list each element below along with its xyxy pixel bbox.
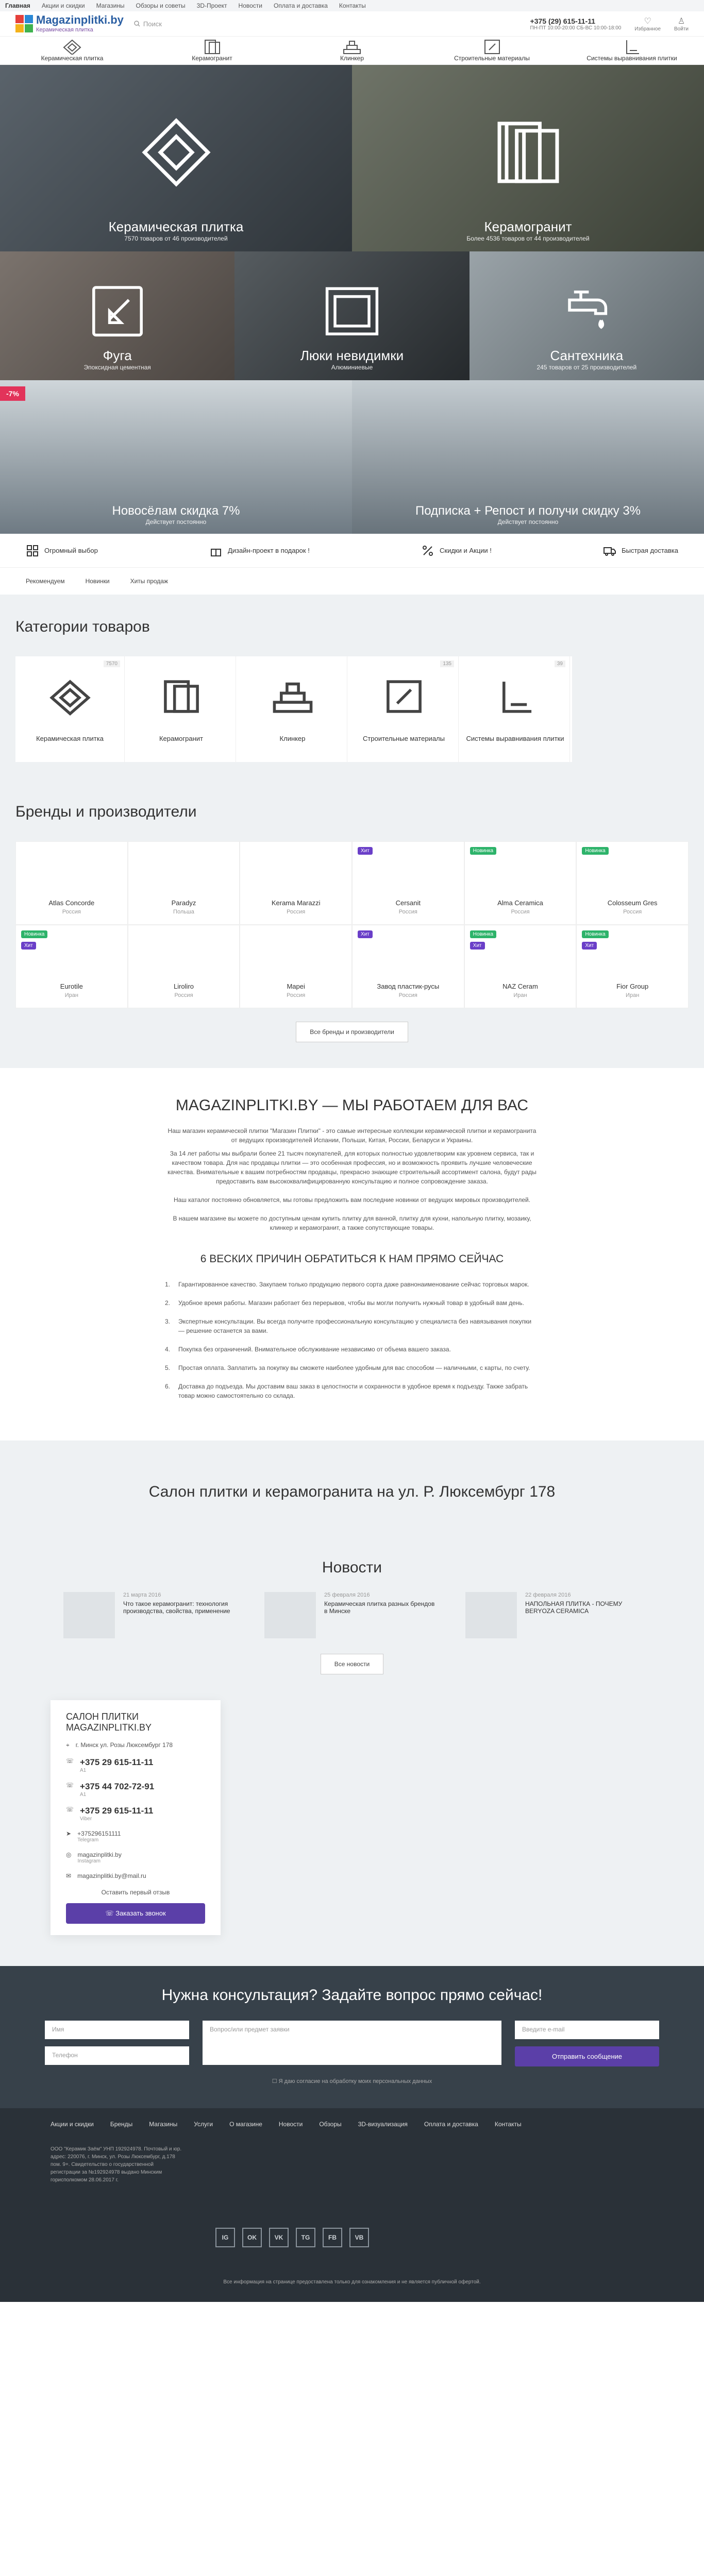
hero-title: Керамогранит xyxy=(484,219,572,234)
hero-sub: Эпоксидная цементная xyxy=(83,364,151,371)
consultation-form xyxy=(0,1966,704,2108)
social-icon[interactable]: IG xyxy=(215,2228,235,2247)
all-news-button[interactable]: Все новости xyxy=(321,1654,383,1674)
brand-country: Иран xyxy=(513,992,527,998)
heart-icon: ♡ xyxy=(644,16,651,26)
brand-name: Liroliro xyxy=(173,982,194,990)
social-icon[interactable]: TG xyxy=(296,2228,315,2247)
send-message-button[interactable]: Отправить сообщение xyxy=(515,2046,659,2066)
category-card[interactable] xyxy=(349,656,459,762)
search-icon xyxy=(134,21,140,27)
catbar-item[interactable] xyxy=(575,37,689,64)
promo-tile-newcomers[interactable] xyxy=(0,380,352,534)
topnav-item[interactable]: Обзоры и советы xyxy=(136,2,186,9)
phone-icon: ☏ xyxy=(66,1757,74,1765)
faucet-icon xyxy=(558,283,615,340)
user-icon: ♙ xyxy=(677,16,685,26)
search-input[interactable]: Поиск xyxy=(134,20,402,28)
feature-item xyxy=(209,544,310,557)
about-paragraph: Наш каталог постоянно обновляется, мы готовы предложить вам последние новинки от ведущих мировых производителей. xyxy=(173,1196,531,1204)
reasons-list xyxy=(165,1280,539,1400)
news-item[interactable] xyxy=(465,1592,641,1638)
brand-name: Kerama Marazzi xyxy=(271,899,321,907)
telegram-row[interactable]: ➤ +375296151111 Telegram xyxy=(66,1829,121,1843)
hero-title: Фуга xyxy=(103,348,132,363)
footer-nav-item[interactable]: Новости xyxy=(278,2120,303,2128)
login-button[interactable]: ♙ Войти xyxy=(674,16,689,32)
category-label: Клинкер xyxy=(279,735,306,742)
brand-card[interactable] xyxy=(576,925,689,1008)
phone-icon: ☏ xyxy=(105,1909,116,1917)
mail-icon: ✉ xyxy=(66,1872,72,1879)
name-field[interactable]: Имя xyxy=(45,2021,189,2039)
category-card[interactable] xyxy=(127,656,236,762)
hero-sub: 245 товаров от 25 производителей xyxy=(537,364,637,371)
hero-title: Люки невидимки xyxy=(300,348,404,363)
address-row: ⌖ г. Минск ул. Розы Люксембург 178 xyxy=(66,1741,173,1749)
news-title: Новости xyxy=(322,1558,382,1576)
about-paragraph: В нашем магазине вы можете по доступным ценам купить плитку для ванной, плитку для кухни, напольную плитку, мозаику, клинкер и керамогранит, а также сопутствующие товары. xyxy=(173,1215,531,1231)
telegram-icon: ➤ xyxy=(66,1829,72,1837)
consult-title: Нужна консультация? Задайте вопрос прямо сейчас! xyxy=(161,1986,543,2004)
brand-card[interactable] xyxy=(576,841,689,925)
reason-number: 1. xyxy=(165,1280,171,1288)
brand-name: Cersanit xyxy=(395,899,421,907)
brand-card[interactable] xyxy=(128,925,240,1008)
brand-country: Иран xyxy=(64,992,78,998)
brand-name: Eurotile xyxy=(60,982,83,990)
brand-name: Fior Group xyxy=(616,982,649,990)
categories-title: Категории товаров xyxy=(15,618,150,635)
footer-nav-item[interactable]: Оплата и доставка xyxy=(424,2120,478,2128)
all-brands-button[interactable]: Все бренды и производители xyxy=(296,1022,408,1042)
product-tabs xyxy=(0,568,704,595)
phone-row[interactable]: ☏ +375 29 615-11-11 A1 xyxy=(66,1757,154,1773)
level-icon xyxy=(495,676,536,717)
promo-sub: Действует постоянно xyxy=(145,518,207,526)
social-icon[interactable]: VB xyxy=(349,2228,369,2247)
trowel-icon xyxy=(483,39,501,55)
topnav-item[interactable]: 3D-Проект xyxy=(196,2,227,9)
brand-tag: Хит xyxy=(358,847,373,855)
product-tab[interactable]: Рекомендуем xyxy=(26,578,65,585)
site-logo[interactable] xyxy=(15,14,124,33)
phone-row[interactable]: ☏ +375 44 702-72-91 A1 xyxy=(66,1781,155,1798)
brand-card[interactable] xyxy=(15,841,128,925)
phone-icon: ☏ xyxy=(66,1805,74,1813)
reason-number: 5. xyxy=(165,1364,171,1371)
email-row[interactable]: ✉ magazinplitki.by@mail.ru xyxy=(66,1872,146,1879)
diamond-tile-icon xyxy=(49,676,91,717)
feature-label: Огромный выбор xyxy=(44,547,98,554)
site-footer xyxy=(0,2108,704,2302)
brand-name: Завод пластик-русы xyxy=(377,982,440,990)
consent-checkbox[interactable]: ☐ Я даю согласие на обработку моих персональных данных xyxy=(272,2078,432,2084)
brands-grid xyxy=(15,841,689,1008)
categories-grid xyxy=(15,656,572,762)
brands-title: Бренды и производители xyxy=(15,803,197,820)
brand-tag: Новинка xyxy=(582,930,608,938)
feature-label: Дизайн-проект в подарок ! xyxy=(227,547,310,554)
brand-card[interactable] xyxy=(15,925,128,1008)
footer-nav-item[interactable]: Услуги xyxy=(194,2120,213,2128)
topnav-item[interactable]: Главная xyxy=(5,2,30,9)
reason-item: 6. Доставка до подъезда. Мы доставим ваш заказ в целостности и сохранности в удобное время к подъезду. Также забрать товар можно самостоятельно со склада. xyxy=(165,1382,528,1399)
hatch-icon xyxy=(324,283,380,340)
footer-disclaimer: Все информация на странице предоставлена только для ознакомления и не является публичной офертой. xyxy=(223,2279,481,2285)
feature-label: Скидки и Акции ! xyxy=(440,547,492,554)
showroom-banner: Салон плитки и керамогранита на ул. Р. Люксембург 178 xyxy=(0,1440,704,1544)
instagram-icon: ◎ xyxy=(66,1851,72,1858)
brand-tag: Хит xyxy=(470,942,485,950)
features-strip xyxy=(0,534,704,568)
contact-title: САЛОН ПЛИТКИ MAGAZINPLITKI.BY xyxy=(66,1711,152,1733)
footer-nav-item[interactable]: Акции и скидки xyxy=(51,2120,94,2128)
instagram-row[interactable]: ◎ magazinplitki.by Instagram xyxy=(66,1851,122,1864)
footer-nav-item[interactable]: Магазины xyxy=(149,2120,178,2128)
order-call-button[interactable]: ☏ Заказать звонок xyxy=(66,1903,205,1924)
hero-tile-plumbing[interactable] xyxy=(470,251,704,380)
news-section xyxy=(0,1544,704,1690)
reason-number: 3. xyxy=(165,1317,171,1325)
news-thumbnail xyxy=(63,1592,115,1638)
brand-name: Paradyz xyxy=(171,899,196,907)
question-field[interactable]: Вопрос/или предмет заявки xyxy=(203,2021,501,2065)
percent-icon xyxy=(421,544,434,557)
catbar-item[interactable] xyxy=(435,37,549,64)
footer-nav xyxy=(51,2121,653,2128)
brand-card[interactable] xyxy=(128,841,240,925)
categories-section xyxy=(0,595,704,1068)
promo-tile-subscribe[interactable] xyxy=(352,380,704,534)
gift-icon xyxy=(209,544,223,557)
reason-item: 1. Гарантированное качество. Закупаем только продукцию первого сорта даже равнонаименование сейчас торговых марок. xyxy=(165,1280,529,1288)
news-thumbnail xyxy=(264,1592,316,1638)
brand-country: Польша xyxy=(173,909,194,915)
reasons-title: 6 ВЕСКИХ ПРИЧИН ОБРАТИТЬСЯ К НАМ ПРЯМО СЕЙЧАС xyxy=(200,1253,504,1265)
reason-number: 4. xyxy=(165,1345,171,1353)
email-field[interactable]: Введите e-mail xyxy=(515,2021,659,2039)
topnav-item[interactable]: Новости xyxy=(238,2,262,9)
brand-country: Россия xyxy=(623,909,642,915)
brand-tag: Новинка xyxy=(21,930,47,938)
brand-tag: Новинка xyxy=(470,930,496,938)
discount-badge: -7% xyxy=(0,386,25,401)
reason-number: 2. xyxy=(165,1299,171,1307)
brand-name: NAZ Ceram xyxy=(502,982,538,990)
brand-name: Magazinplitki.by xyxy=(36,13,124,26)
brand-tag: Новинка xyxy=(582,847,608,855)
category-card[interactable] xyxy=(461,656,570,762)
category-count: 39 xyxy=(555,660,565,667)
news-date: 22 февраля 2016 xyxy=(525,1591,571,1598)
social-icon[interactable]: VK xyxy=(269,2228,289,2247)
brick-icon xyxy=(272,676,313,717)
reason-number: 6. xyxy=(165,1382,171,1390)
reason-item: 4. Покупка без ограничений. Внимательное обслуживание независимо от объема вашего заказа. xyxy=(165,1345,451,1353)
diamond-tile-icon xyxy=(140,116,212,189)
category-label: Строительные материалы xyxy=(363,735,445,742)
about-paragraph: За 14 лет работы мы выбрали более 21 тысяч покупателей, для которых полностью удовлетворим как уровнем сервиса, так и качеством товара. Для нас продавцы плитки — это особенная профессия, но и возможность проявить лучшие человеческие качества. Внимательные к вашим потребностям продавцы, прекрасно знающие строительный ассортимент салона, будут рады предоставить вам высококвалифицированную консультацию и полное сопровождение заказа. xyxy=(167,1150,537,1185)
brand-card[interactable] xyxy=(464,841,577,925)
promo-title: Подписка + Репост и получи скидку 3% xyxy=(415,504,641,518)
footer-nav-item[interactable]: О магазине xyxy=(229,2120,262,2128)
brand-tag: Хит xyxy=(358,930,373,938)
hero-sub: Более 4536 товаров от 44 производителей xyxy=(466,235,590,242)
hero-banners xyxy=(0,65,704,251)
product-tab[interactable]: Хиты продаж xyxy=(130,578,169,585)
trowel-icon xyxy=(89,283,146,340)
hero-tile-grout[interactable] xyxy=(0,251,234,380)
brand-country: Россия xyxy=(398,909,417,915)
brand-tagline: Керамическая плитка xyxy=(36,27,93,33)
category-label: Керамическая плитка xyxy=(36,735,104,742)
product-tab[interactable]: Новинки xyxy=(85,578,110,585)
brand-tag: Хит xyxy=(21,942,36,950)
news-item[interactable] xyxy=(264,1592,440,1638)
topnav-item[interactable]: Магазины xyxy=(96,2,125,9)
social-icon[interactable]: FB xyxy=(323,2228,342,2247)
brand-name: Colosseum Gres xyxy=(607,899,658,907)
feature-label: Быстрая доставка xyxy=(622,547,678,554)
brand-card[interactable] xyxy=(240,841,352,925)
footer-nav-item[interactable]: 3D-визуализация xyxy=(358,2120,408,2128)
catbar-item[interactable] xyxy=(156,37,269,64)
footer-legal: ООО "Керамик Заём" УНП 192924978. Почтовый и юр. адрес: 220076, г. Минск, ул. Розы Люксембург, д.178 пом. 9+. Свидетельство о государственной регистрации за №192924978 выдано Минским горисполкомом 28.06.2017 г. xyxy=(51,2146,182,2183)
about-title: MAGAZINPLITKI.BY — МЫ РАБОТАЕМ ДЛЯ ВАС xyxy=(175,1097,529,1114)
grid-icon xyxy=(26,544,39,557)
footer-nav-item[interactable]: Контакты xyxy=(494,2120,522,2128)
hero-sub: 7570 товаров от 46 производителей xyxy=(124,235,228,242)
category-card[interactable] xyxy=(238,656,347,762)
hero-tile-granite[interactable] xyxy=(352,65,704,251)
news-date: 25 февраля 2016 xyxy=(324,1591,370,1598)
hero-tile-hatches[interactable] xyxy=(234,251,469,380)
promo-banners xyxy=(0,380,704,534)
brand-card[interactable] xyxy=(240,925,352,1008)
brand-country: Россия xyxy=(398,992,417,998)
brand-tag: Хит xyxy=(582,942,597,950)
phone-icon: ☏ xyxy=(66,1781,74,1789)
brand-card[interactable] xyxy=(352,925,464,1008)
news-headline: Керамическая плитка разных брендов в Минске xyxy=(324,1600,435,1615)
site-header xyxy=(0,11,704,36)
feature-item xyxy=(603,544,678,557)
brand-name: Atlas Concorde xyxy=(48,899,95,907)
hero-sub: Алюминиевые xyxy=(331,364,373,371)
hero-tile-ceramic[interactable] xyxy=(0,65,352,251)
granite-icon xyxy=(203,39,222,55)
feature-item xyxy=(421,544,492,557)
hero-title: Сантехника xyxy=(550,348,624,363)
contacts-section xyxy=(0,1690,704,1966)
brand-name: Mapei xyxy=(287,982,305,990)
brand-tag: Новинка xyxy=(470,847,496,855)
brand-card[interactable] xyxy=(464,925,577,1008)
feature-item xyxy=(26,544,98,557)
reason-item: 5. Простая оплата. Заплатить за покупку вы сможете наиболее удобным для вас способом — наличными, с карты, по счету. xyxy=(165,1364,530,1371)
top-navigation xyxy=(0,0,704,11)
review-link[interactable]: Оставить первый отзыв xyxy=(101,1888,170,1896)
diamond-tile-icon xyxy=(63,39,81,55)
footer-nav-item[interactable]: Бренды xyxy=(110,2120,133,2128)
pin-icon: ⌖ xyxy=(66,1741,70,1749)
header-phone[interactable]: +375 (29) 615-11-11 ПН-ПТ 10:00-20:00 СБ-ВС 10:00-18:00 xyxy=(530,16,622,31)
category-bar xyxy=(0,36,704,65)
topnav-item[interactable]: Оплата и доставка xyxy=(273,2,328,9)
brand-country: Россия xyxy=(62,909,81,915)
social-icon[interactable]: OK xyxy=(242,2228,262,2247)
brand-country: Россия xyxy=(287,992,306,998)
category-card[interactable] xyxy=(15,656,125,762)
phone-row[interactable]: ☏ +375 29 615-11-11 Viber xyxy=(66,1805,154,1822)
catbar-label: Клинкер xyxy=(340,55,364,62)
brand-country: Россия xyxy=(287,909,306,915)
catbar-item[interactable] xyxy=(15,37,129,64)
topnav-item[interactable]: Акции и скидки xyxy=(41,2,85,9)
news-headline: Что такое керамогранит: технология производства, свойства, применение xyxy=(123,1600,230,1615)
catbar-label: Системы выравнивания плитки xyxy=(586,55,677,62)
about-paragraph: Наш магазин керамической плитки "Магазин Плитки" - это самые интересные коллекции керамической плитки и керамогранита от ведущих производителей Испании, Польши, Китая, России, Беларуси и Украины. xyxy=(167,1127,537,1144)
truck-icon xyxy=(603,544,616,557)
about-section xyxy=(0,1068,704,1440)
phone-field[interactable]: Телефон xyxy=(45,2046,189,2065)
footer-nav-item[interactable]: Обзоры xyxy=(319,2120,342,2128)
catbar-label: Строительные материалы xyxy=(454,55,530,62)
category-count: 7570 xyxy=(104,660,120,667)
news-headline: НАПОЛЬНАЯ ПЛИТКА - ПОЧЕМУ BERYOZA CERAMICA xyxy=(525,1600,623,1615)
brand-card[interactable] xyxy=(352,841,464,925)
reason-item: 2. Удобное время работы. Магазин работает без перерывов, чтобы вы могли получить нужный товар в удобный вам день. xyxy=(165,1299,524,1307)
brand-country: Россия xyxy=(511,909,530,915)
brand-country: Россия xyxy=(174,992,193,998)
catbar-item[interactable] xyxy=(295,37,409,64)
social-links xyxy=(215,2228,369,2247)
catbar-label: Керамогранит xyxy=(192,55,232,62)
logo-mark-icon xyxy=(15,15,33,32)
category-label: Системы выравнивания плитки xyxy=(466,735,564,742)
contact-card xyxy=(51,1700,221,1935)
catbar-label: Керамическая плитка xyxy=(41,55,104,62)
category-count: 135 xyxy=(440,660,454,667)
news-grid xyxy=(0,1592,704,1638)
hero-banners-row2 xyxy=(0,251,704,380)
brand-name: Alma Ceramica xyxy=(497,899,543,907)
granite-icon xyxy=(161,676,202,717)
topnav-item[interactable]: Контакты xyxy=(339,2,366,9)
promo-title: Новосёлам скидка 7% xyxy=(112,504,240,518)
favorites-button[interactable]: ♡ Избранное xyxy=(634,16,661,32)
brand-country: Иран xyxy=(626,992,640,998)
hero-title: Керамическая плитка xyxy=(108,219,244,234)
category-label: Керамогранит xyxy=(159,735,204,742)
level-icon xyxy=(623,39,641,55)
reason-item: 3. Экспертные консультации. Вы всегда получите профессиональную консультацию у специалиста без навязывания покупки — решение останется за вами. xyxy=(165,1317,532,1334)
granite-icon xyxy=(492,116,564,189)
promo-sub: Действует постоянно xyxy=(497,518,559,526)
trowel-icon xyxy=(383,676,425,717)
news-item[interactable] xyxy=(63,1592,239,1638)
news-thumbnail xyxy=(465,1592,517,1638)
news-date: 21 марта 2016 xyxy=(123,1591,161,1598)
brick-icon xyxy=(343,39,361,55)
